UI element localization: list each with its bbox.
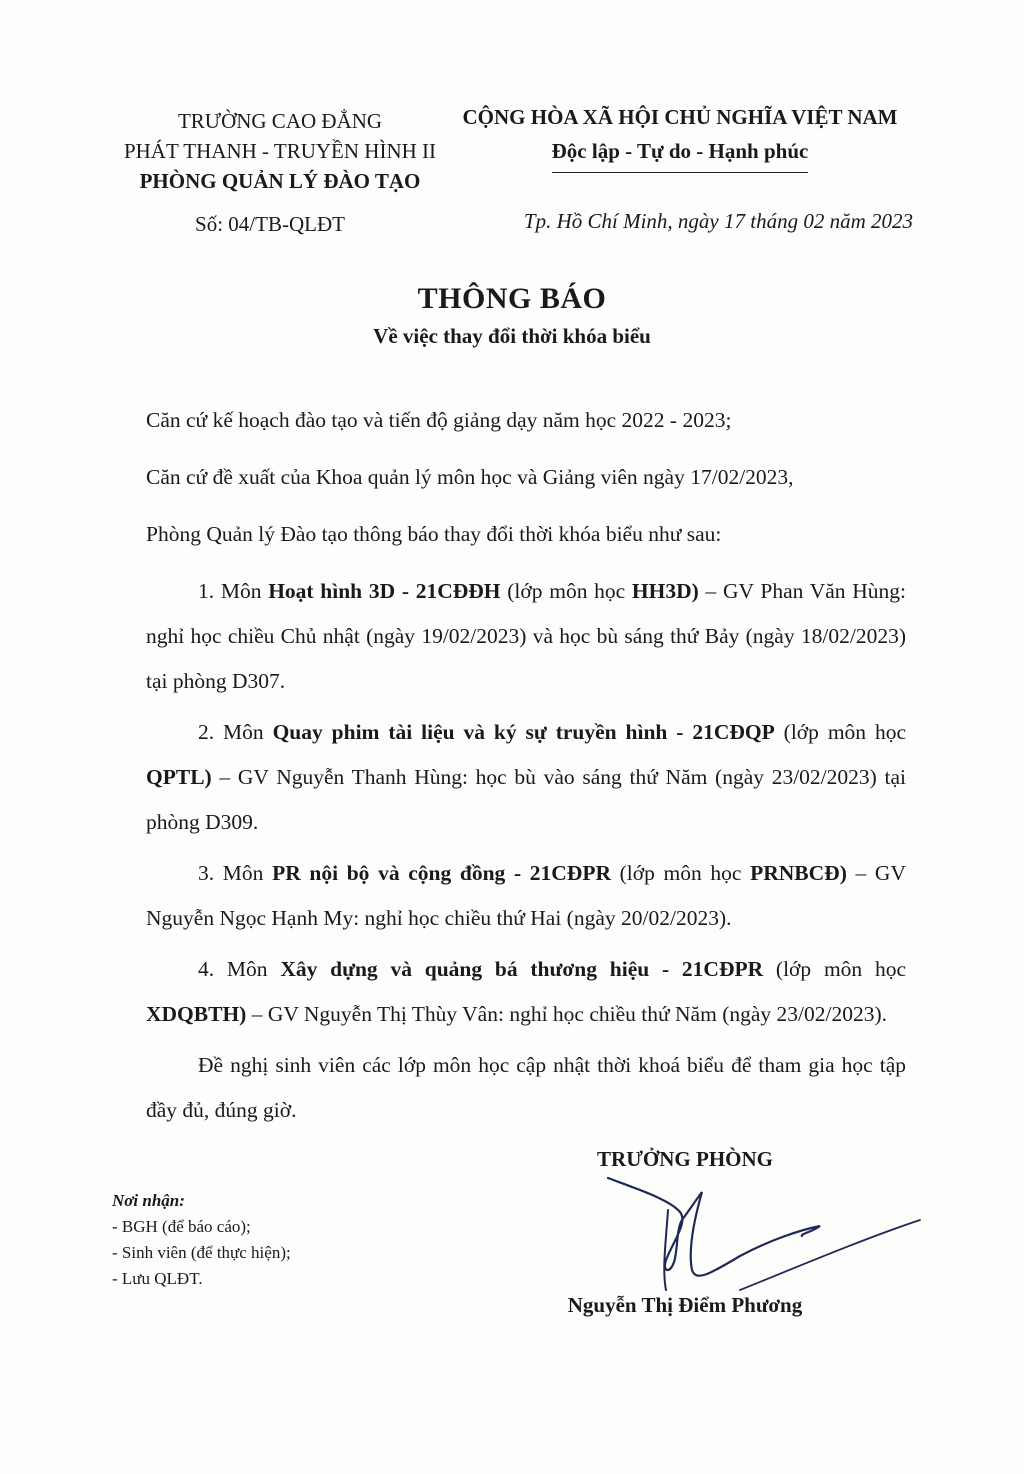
issuer-school: TRƯỜNG CAO ĐẲNG [177,109,383,133]
recipients-title: Nơi nhận: [112,1191,185,1210]
issuer-school-name: PHÁT THANH - TRUYỀN HÌNH II [123,139,437,163]
signer-name: Nguyễn Thị Điểm Phương [567,1293,803,1317]
list-item: 2. Môn Quay phim tài liệu và ký sự truyền hình - 21CĐQP (lớp môn học QPTL) – GV Nguyễn Thanh Hùng: học bù vào sáng thứ Năm (ngày 23/02/2023) tại phòng D309. [146,720,906,834]
list-item: 3. Môn PR nội bộ và cộng đồng - 21CĐPR (lớp môn học PRNBCĐ) – GV Nguyễn Ngọc Hạnh My: nghỉ học chiều thứ Hai (ngày 20/02/2023). [146,861,906,930]
national-motto: Độc lập - Tự do - Hạnh phúc [551,139,809,163]
national-title: CỘNG HÒA XÃ HỘI CHỦ NGHĨA VIỆT NAM [462,105,898,129]
recipient-item: - BGH (để báo cáo); [112,1217,251,1236]
recipient-item: - Sinh viên (để thực hiện); [112,1243,291,1262]
document-number: Số: 04/TB-QLĐT [195,212,345,236]
signature-image [570,1170,930,1310]
document-title: THÔNG BÁO [417,282,607,315]
paragraph-basis-plan: Căn cứ kế hoạch đào tạo và tiến độ giảng dạy năm học 2022 - 2023; [146,408,732,432]
motto-underline [552,172,808,173]
list-item: 4. Môn Xây dựng và quảng bá thương hiệu - 21CĐPR (lớp môn học XDQBTH) – GV Nguyễn Thị Thùy Vân: nghỉ học chiều thứ Năm (ngày 23/02/2023). [146,957,906,1026]
signer-title: TRƯỞNG PHÒNG [597,1147,773,1171]
document-date: Tp. Hồ Chí Minh, ngày 17 tháng 02 năm 2023 [523,209,913,233]
paragraph-announcement: Phòng Quản lý Đào tạo thông báo thay đổi thời khóa biểu như sau: [146,522,722,546]
document-body [146,398,906,1139]
closing-paragraph: Đề nghị sinh viên các lớp môn học cập nhật thời khoá biểu để tham gia học tập đầy đủ, đúng giờ. [146,1053,906,1122]
issuer-department: PHÒNG QUẢN LÝ ĐÀO TẠO [139,169,421,193]
national-motto-block [430,100,930,168]
paragraph-basis-proposal: Căn cứ đề xuất của Khoa quản lý môn học và Giảng viên ngày 17/02/2023, [146,465,794,489]
document-subtitle: Về việc thay đổi thời khóa biểu [373,324,651,348]
recipient-item: - Lưu QLĐT. [112,1269,203,1288]
recipients-block [112,1188,291,1292]
list-item: 1. Môn Hoạt hình 3D - 21CĐĐH (lớp môn học HH3D) – GV Phan Văn Hùng: nghỉ học chiều Chủ nhật (ngày 19/02/2023) và học bù sáng thứ Bảy (ngày 18/02/2023) tại phòng D307. [146,579,906,693]
